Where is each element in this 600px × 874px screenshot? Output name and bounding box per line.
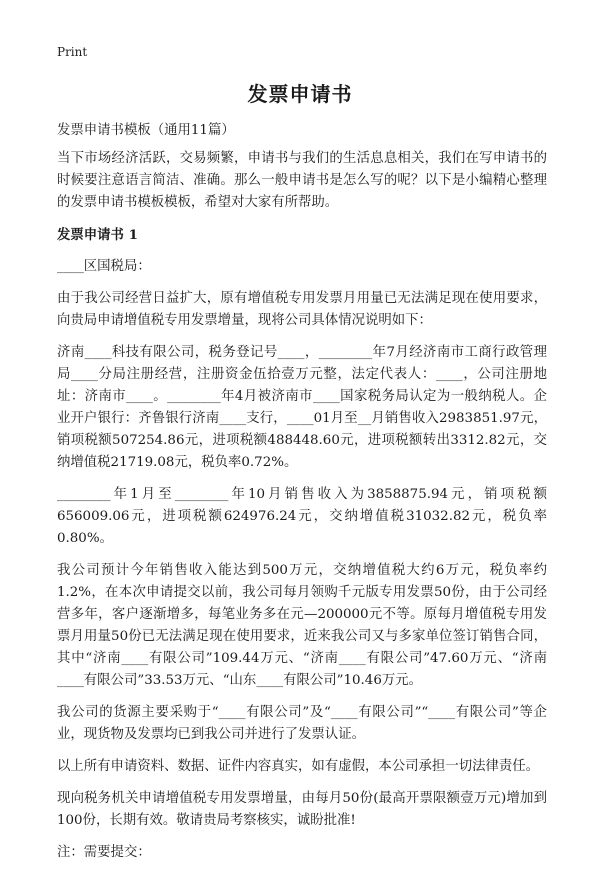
print-link[interactable]: Print — [57, 45, 88, 59]
body-paragraph: 以上所有申请资料、数据、证件内容真实，如有虚假，本公司承担一切法律责任。 — [57, 759, 540, 774]
body-paragraph: 现向税务机关申请增值税专用发票增量，由每月50份(最高开票限额壹万元)增加到100份，长期有效。敬请贵局考察核实，诚盼批准! — [57, 791, 547, 828]
note-label: 注：需要提交： — [57, 845, 151, 860]
document-body — [57, 120, 547, 874]
body-paragraph: 由于我公司经营日益扩大，原有增值税专用发票月用量已无法满足现在使用要求，向贵局申请增值税专用发票增量，现将公司具体情况说明如下： — [57, 291, 547, 328]
section-heading: 发票申请书 1 — [57, 227, 138, 243]
page-title: 发票申请书 — [247, 82, 353, 106]
intro-paragraph: 当下市场经济活跃，交易频繁，申请书与我们的生活息息相关，我们在写申请书的时候要注意语言简洁、准确。那么一般申请书是怎么写的呢？以下是小编精心整理的发票申请书模板模板，希望对大家有所帮助。 — [57, 151, 547, 210]
salutation: ____区国税局： — [57, 259, 151, 274]
body-paragraph: ________年1月至________年10月销售收入为3858875.94元，销项税额656009.06元，进项税额624976.24元，交纳增值税31032.82元，税负率0.80%。 — [57, 487, 547, 546]
document-subtitle: 发票申请书模板（通用11篇） — [57, 123, 235, 138]
body-paragraph: 济南____科技有限公司，税务登记号____，________年7月经济南市工商行政管理局____分局注册经营，注册资金伍拾壹万元整，法定代表人：____，公司注册地址：济南市____。________年4月被济南市____国家税务局认定为一般纳税人。企业开户银行：齐鲁银行济南____支行，____01月至__月销售收入2983851.97元，销项税额507254.86元，进项税额488448.60元，进项税额转出3312.82元，交纳增值税21719.08元，税负率0.72%。 — [57, 345, 547, 470]
body-paragraph: 我公司预计今年销售收入能达到500万元，交纳增值税大约6万元，税负率约1.2%，在本次申请提交以前，我公司每月领购千元版专用发票50份，由于公司经营多年，客户逐渐增多，每笔业务多在元—200000元不等。原每月增值税专用发票月用量50份已无法满足现在使用要求，近来我公司又与多家单位签订销售合同，其中“济南____有限公司”109.44万元、“济南____有限公司”47.60万元、“济南____有限公司”33.53万元、“山东____有限公司”10.46万元。 — [57, 563, 547, 688]
body-paragraph: 我公司的货源主要采购于“____有限公司”及“____有限公司”“____有限公司”等企业，现货物及发票均已到我公司并进行了发票认证。 — [57, 705, 547, 742]
